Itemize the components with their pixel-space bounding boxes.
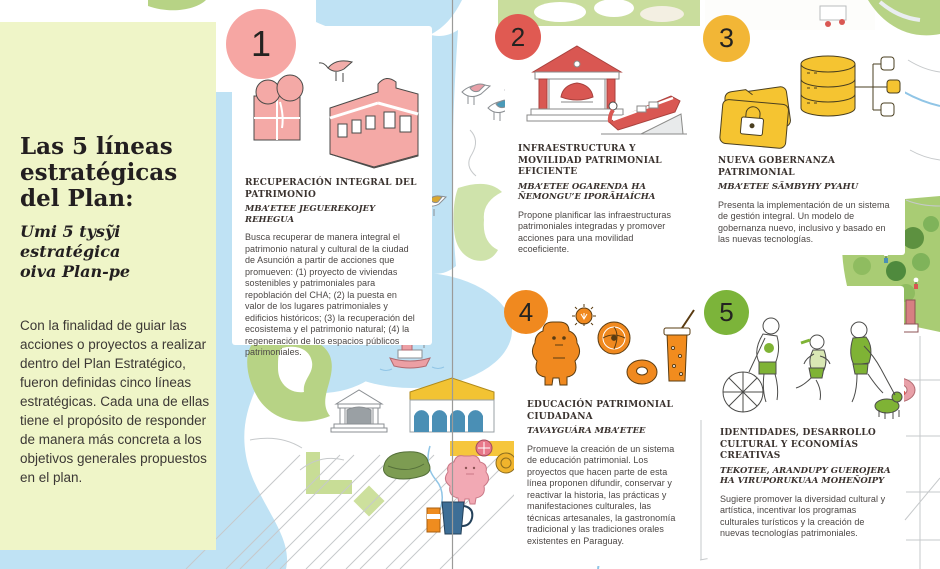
card-title: RECUPERACIÓN INTEGRAL DEL PATRIMONIO — [245, 178, 417, 200]
card-number-badge-2 — [495, 14, 541, 60]
badge-number: 5 — [719, 297, 734, 327]
intro-panel — [0, 22, 216, 550]
card-title: IDENTIDADES, DESARROLLO CULTURAL Y ECONOMÍAS CREATIVAS — [720, 428, 876, 461]
card-subtitle-guarani: MBA’ETEE SÃMBYHY PYAHU — [718, 182, 859, 192]
badge-number: 3 — [718, 23, 735, 53]
intro-paragraph: Con la finalidad de guiar las acciones o proyectos a realizar dentro del Plan Estratégico, fueron definidas cinco líneas estratégicas. Cada una de ellas tiene el propósito de responder de manera más concreta a los objetivos generales propuestos en el plan. — [20, 318, 210, 485]
card-body: Busca recuperar de manera integral el patrimonio natural y cultural de la ciudad de Asunción a partir de acciones que promueven: (1) proyecto de viviendas sostenibles y patrimoniales para repoblación del CHA; (2) la puesta en valor de los lugares patrimoniales y edificios históricos; (3) la recuperación del ecosistema y el patrimonio natural; (4) la regeneración de los espacios públicos patrimoniales. — [245, 232, 415, 357]
card-title: NUEVA GOBERNANZA PATRIMONIAL — [718, 156, 835, 178]
strategy-card-3 — [705, 42, 905, 255]
card-number-badge-4 — [504, 290, 548, 334]
page-title: Las 5 líneas estratégicas del Plan: — [20, 133, 178, 212]
card-subtitle-guarani: MBA’ETEE OGARENDA HA ÑEMONGU’E IPORÃHAÍCHA — [518, 181, 656, 202]
badge-number: 2 — [510, 21, 526, 52]
card-body: Promueve la creación de un sistema de educación patrimonial. Los proyectos que hacen parte de esta línea proponen difundir, conservar y reactivar la historia, las prácticas y manifestaciones culturales, las técnicas artesanales, la gastronomía tradicional y las tradiciones orales existentes en Paraguay. — [527, 443, 676, 546]
card-number-badge-1 — [226, 9, 296, 79]
strategy-card-4 — [514, 294, 697, 566]
straw-hat-icon — [384, 452, 431, 479]
strategy-card-2 — [505, 32, 697, 260]
card-subtitle-guarani: MBA’ETEE JEGUEREKOJEY REHEGUA — [245, 204, 376, 225]
governance-illustration — [705, 48, 905, 152]
card-body: Sugiere promover la diversidad cultural y artística, incentivar los programas culturales turísticos y la creación de nuevas tecnologías patrimoniales. — [720, 493, 886, 538]
badge-number: 1 — [250, 23, 272, 64]
card-body: Presenta la implementación de un sistema de gestión integral. Un modelo de gobernanza nuevo, inclusivo y basado en las nuevas tecnologías. — [718, 199, 890, 244]
card-number-badge-3 — [703, 15, 750, 62]
card-number-badge-5 — [704, 290, 749, 335]
card-body: Propone planificar las infraestructuras patrimoniales integradas y promover acciones para una movilidad ecoeficiente. — [518, 209, 672, 254]
card-subtitle-guarani: TAVAYGUÁRA MBA’ETEE — [527, 426, 646, 436]
page-subtitle-guarani: Umi 5 tysỹi estratégica oiva Plan-pe — [20, 222, 131, 281]
card-title: EDUCACIÓN PATRIMONIAL CIUDADANA — [527, 400, 673, 422]
card-title: INFRAESTRUCTURA Y MOVILIDAD PATRIMONIAL EFICIENTE — [518, 144, 662, 177]
badge-number: 4 — [518, 296, 534, 327]
card-subtitle-guarani: TEKOTEE, ARANDUPY GUEROJERA HA VIRUPORUKUAA MOHEÑOIPY — [720, 465, 891, 486]
